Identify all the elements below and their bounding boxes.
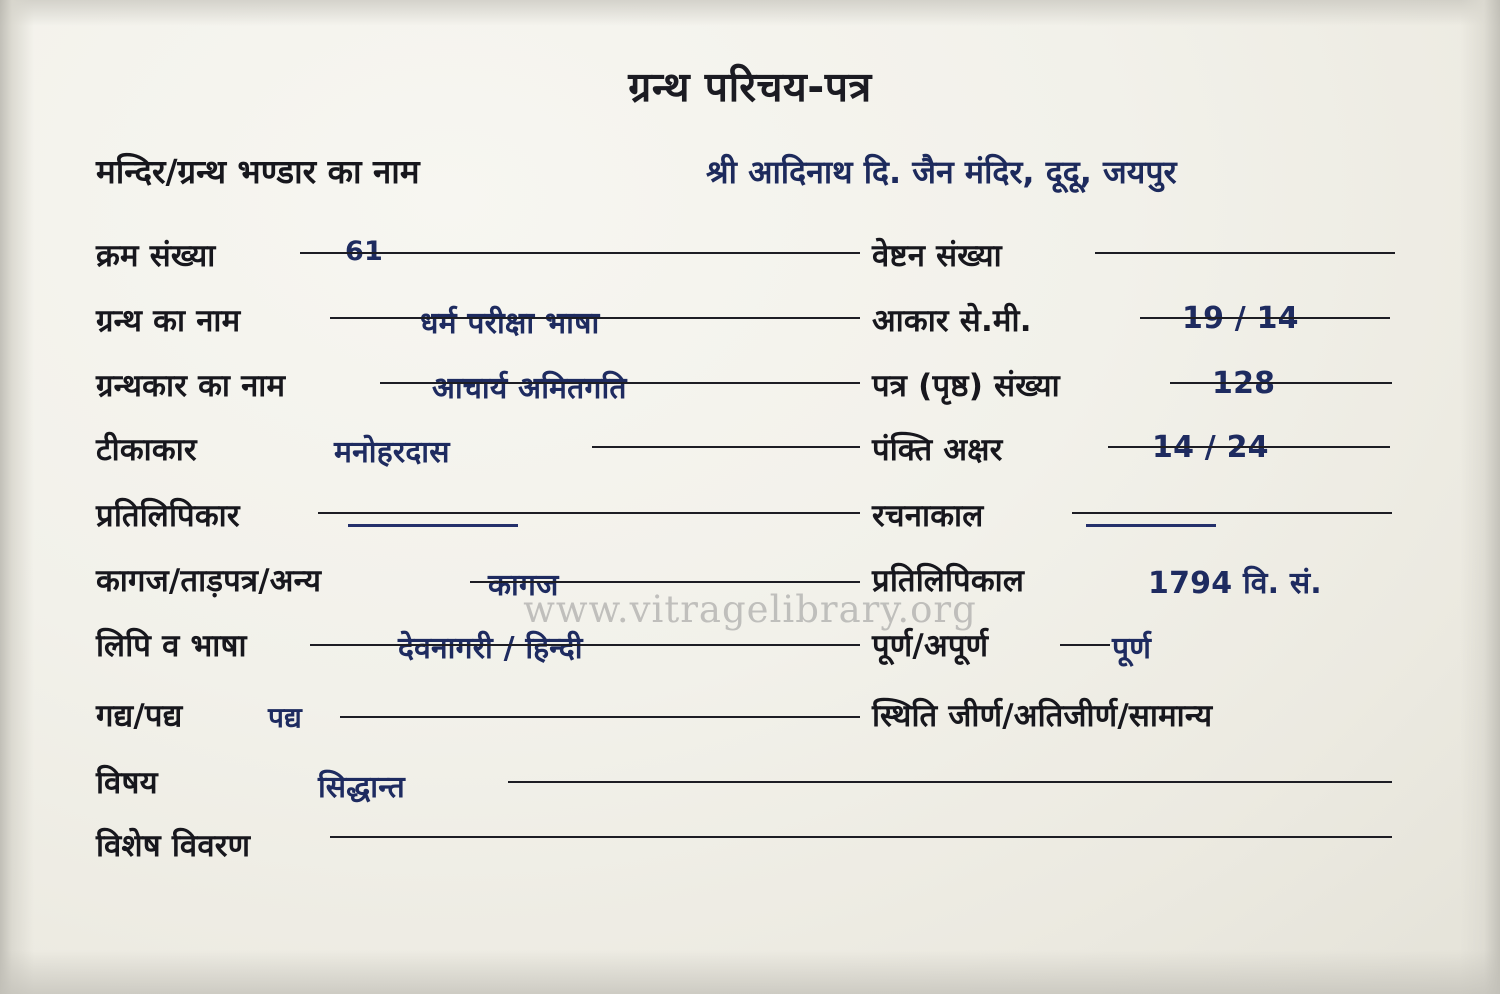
field-label-line-letters: पंक्ति अक्षर xyxy=(872,432,1003,468)
rule-completeness xyxy=(1060,644,1110,646)
rule-composition-date xyxy=(1072,512,1392,514)
field-label-special-notes: विशेष विवरण xyxy=(96,828,251,864)
rule-wrapper-number xyxy=(1095,252,1395,254)
field-label-copy-date: प्रतिलिपिकाल xyxy=(872,563,1025,599)
field-label-size: आकार से.मी. xyxy=(872,303,1032,339)
field-label-granth-name: ग्रन्थ का नाम xyxy=(96,303,241,339)
field-value-author: आचार्य अमितगति xyxy=(432,371,627,406)
temple-name-label: मन्दिर/ग्रन्थ भण्डार का नाम xyxy=(96,152,420,191)
field-value-script-language: देवनागरी / हिन्दी xyxy=(398,631,583,666)
field-value-size: 19 / 14 xyxy=(1182,301,1299,336)
watermark-text: www.vitragelibrary.org xyxy=(523,588,977,631)
field-label-commentator: टीकाकार xyxy=(96,432,197,468)
rule-special-notes xyxy=(330,836,1392,838)
field-label-author: ग्रन्थकार का नाम xyxy=(96,368,286,404)
paper-edge-bottom xyxy=(0,950,1500,994)
temple-name-row xyxy=(0,148,1500,198)
rule-script-language xyxy=(310,644,860,646)
field-label-condition: स्थिति जीर्ण/अतिजीर्ण/सामान्य xyxy=(872,698,1213,734)
field-value-material: कागज xyxy=(488,568,559,603)
field-value-completeness: पूर्ण xyxy=(1112,631,1152,666)
rule-material xyxy=(470,581,860,583)
temple-name-value: श्री आदिनाथ दि. जैन मंदिर, दूदू, जयपुर xyxy=(706,153,1177,191)
rule-granth-name xyxy=(330,317,860,319)
rule-subject xyxy=(508,781,1392,783)
form-row-scribe xyxy=(0,488,1500,550)
rule-author xyxy=(380,382,860,384)
field-label-completeness: पूर्ण/अपूर्ण xyxy=(872,628,989,664)
field-label-wrapper-number: वेष्टन संख्या xyxy=(872,238,1002,274)
ink-strike-scribe xyxy=(348,524,518,527)
field-value-page-count: 128 xyxy=(1212,366,1276,401)
rule-serial-left xyxy=(300,252,860,254)
field-value-serial: 61 xyxy=(345,236,383,267)
field-label-material: कागज/ताड़पत्र/अन्य xyxy=(96,563,322,599)
form-row-commentator xyxy=(0,422,1500,484)
field-value-subject: सिद्धान्त xyxy=(318,770,405,805)
rule-commentator xyxy=(592,446,860,448)
field-label-page-count: पत्र (पृष्ठ) संख्या xyxy=(872,368,1060,404)
field-label-subject: विषय xyxy=(96,765,158,801)
rule-page-count xyxy=(1170,382,1392,384)
field-label-serial: क्रम संख्या xyxy=(96,238,216,274)
field-value-granth-name: धर्म परीक्षा भाषा xyxy=(420,306,600,341)
form-row-special-notes xyxy=(0,818,1500,880)
field-value-line-letters: 14 / 24 xyxy=(1152,430,1269,465)
form-row-subject xyxy=(0,755,1500,817)
rule-prose-verse xyxy=(340,716,860,718)
field-value-copy-date: 1794 वि. सं. xyxy=(1148,566,1322,601)
form-row-script-language xyxy=(0,618,1500,680)
form-row-author xyxy=(0,358,1500,420)
field-label-script-language: लिपि व भाषा xyxy=(96,628,247,664)
field-value-commentator: मनोहरदास xyxy=(334,435,450,470)
field-value-prose-verse: पद्य xyxy=(268,701,302,734)
form-row-prose-verse xyxy=(0,688,1500,750)
rule-size xyxy=(1140,317,1390,319)
page-title: ग्रन्थ परिचय-पत्र xyxy=(628,63,872,111)
paper-edge-top xyxy=(0,0,1500,26)
ink-strike-composition-date xyxy=(1086,524,1216,527)
form-row-serial xyxy=(0,228,1500,290)
field-label-composition-date: रचनाकाल xyxy=(872,498,984,534)
rule-line-letters xyxy=(1108,446,1390,448)
field-label-scribe: प्रतिलिपिकार xyxy=(96,498,240,534)
field-label-prose-verse: गद्य/पद्य xyxy=(96,698,183,734)
rule-scribe xyxy=(318,512,860,514)
form-row-granth-name xyxy=(0,293,1500,355)
form-row-material xyxy=(0,553,1500,615)
